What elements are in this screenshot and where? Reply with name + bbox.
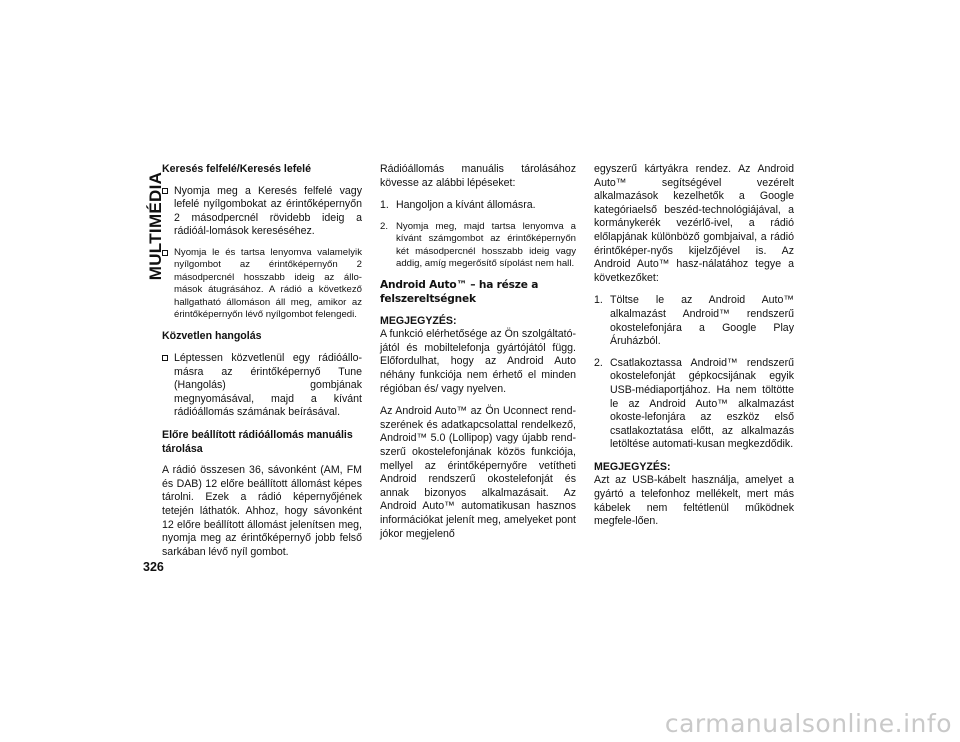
list-item	[594, 357, 794, 452]
note-label: MEGJEGYZÉS:	[380, 314, 457, 327]
paragraph-preset: A rádió összesen 36, sávonként (AM, FM és DAB) 12 előre beállított állomást képes tárolni. Ezek a rádió képernyőjének tetején láthatók. Ahhoz, hogy sávonként 12 előre beállított állomást jelenítsen meg, nyomja meg az érintőképernyő jobb felső sarkában lévő nyíl gombot.	[162, 464, 362, 558]
step-number: 1.	[594, 294, 603, 307]
paragraph-intro: Rádióállomás manuális tárolásához kövesse az alábbi lépéseket:	[380, 163, 576, 189]
column-3	[594, 163, 794, 538]
checkbox-bullet-icon	[162, 355, 168, 361]
heading-direct-tuning: Közvetlen hangolás	[162, 330, 262, 343]
step-number: 2.	[594, 356, 603, 369]
note-text: A funkció elérhetősége az Ön szolgáltató-jától és mobiltelefonja gyártójától függ. Előfordulhat, hogy az Android Auto néhány funkciója nem érhető el minden régióban és/ vagy nyelven.	[380, 328, 576, 395]
column-1	[162, 163, 362, 568]
steps-list	[380, 199, 576, 270]
steps-list	[594, 294, 794, 452]
heading-preset: Előre beállított rádióállomás manuális tárolása	[162, 428, 353, 455]
list-item	[380, 199, 576, 213]
paragraph-android: Az Android Auto™ az Ön Uconnect rend-szerének és adatkapcsolattal rendelkező, Android™ 5.0 (Lollipop) vagy újabb rend-szerű okostelefonjának közös funkciója, mellyel az érintőképernyőre vetítheti Android rendszerű okostelefonját és annak bizonyos alkalmazásait. Az Android Auto™ automatikusan hasznos információkat jelenít meg, amelyeket pont jókor megjelenő	[380, 405, 576, 540]
checkbox-bullet-icon	[162, 188, 168, 194]
step-text: Hangoljon a kívánt állomásra.	[396, 199, 536, 212]
list-item	[162, 352, 362, 420]
checkbox-bullet-icon	[162, 250, 168, 256]
search-list	[162, 185, 362, 322]
list-item-text: Nyomja meg a Keresés felfelé vagy lefelé nyílgombokat az érintőképernyőn 2 másodpercnél rövidebb ideig a rádióál-lomások kereséséhez.	[174, 184, 362, 238]
watermark-text: carmanualsonline.info	[664, 709, 952, 738]
step-number: 2.	[380, 220, 389, 232]
step-text: Töltse le az Android Auto™ alkalmazást Android™ rendszerű okostelefonjára a Google Play Áruházból.	[610, 294, 794, 348]
section-label-text: MULTIMÉDIA	[146, 171, 166, 280]
list-item-text: Nyomja le és tartsa lenyomva valamelyik nyílgombot az érintőképernyőn 2 másodpercnél hosszabb ideig az állo-mások átugrásához. A rádió a következő hallgatható állomáson áll meg, amikor az érintőképernyőn lévő nyílgombot felengedi.	[174, 246, 362, 320]
step-text: Nyomja meg, majd tartsa lenyomva a kívánt számgombot az érintőképernyőn két másodpercnél hosszabb ideig vagy addig, amíg megerősítő sípolást nem hall.	[396, 220, 576, 269]
list-item	[380, 221, 576, 271]
list-item-text: Léptessen közvetlenül egy rádióállo-másra az érintőképernyő Tune (Hangolás) gombjának megnyomásával, majd a kívánt rádióállomás számának beírásával.	[174, 352, 362, 419]
page-number: 326	[143, 560, 164, 574]
paragraph-continued: egyszerű kártyákra rendez. Az Android Auto™ segítségével vezérelt alkalmazások kezelhetők a Google kategóriaelső beszéd-technológiájával, a kormánykerék vezérlő-ivel, a rádió előlapjának különböző gombjaival, a rádió érintőképer-nyős kijelzőjével is. Az Android Auto™ hasz-nálatához tegye a következőket:	[594, 163, 794, 284]
note-label: MEGJEGYZÉS:	[594, 460, 671, 473]
direct-list	[162, 352, 362, 420]
list-item	[162, 247, 362, 321]
column-2	[380, 163, 576, 550]
list-item	[594, 294, 794, 348]
note-text: Azt az USB-kábelt használja, amelyet a gyártó a telefonhoz mellékelt, mert más kábelek nem feltétlenül működnek megfele-lően.	[594, 474, 794, 528]
step-text: Csatlakoztassa Android™ rendszerű okostelefonját gépkocsijának egyik USB-médiaportjához. Ha nem töltötte le az Android Auto™ alkalmazást okoste-lefonjára az eszköz első csatlakoztatása előtt, az alkalmazás letöltése automati-kusan megkezdődik.	[610, 356, 794, 451]
heading-android-auto: Android Auto™ – ha része a felszereltségnek	[380, 279, 539, 305]
list-item	[162, 185, 362, 239]
step-number: 1.	[380, 199, 389, 212]
heading-search: Keresés felfelé/Keresés lefelé	[162, 163, 312, 175]
